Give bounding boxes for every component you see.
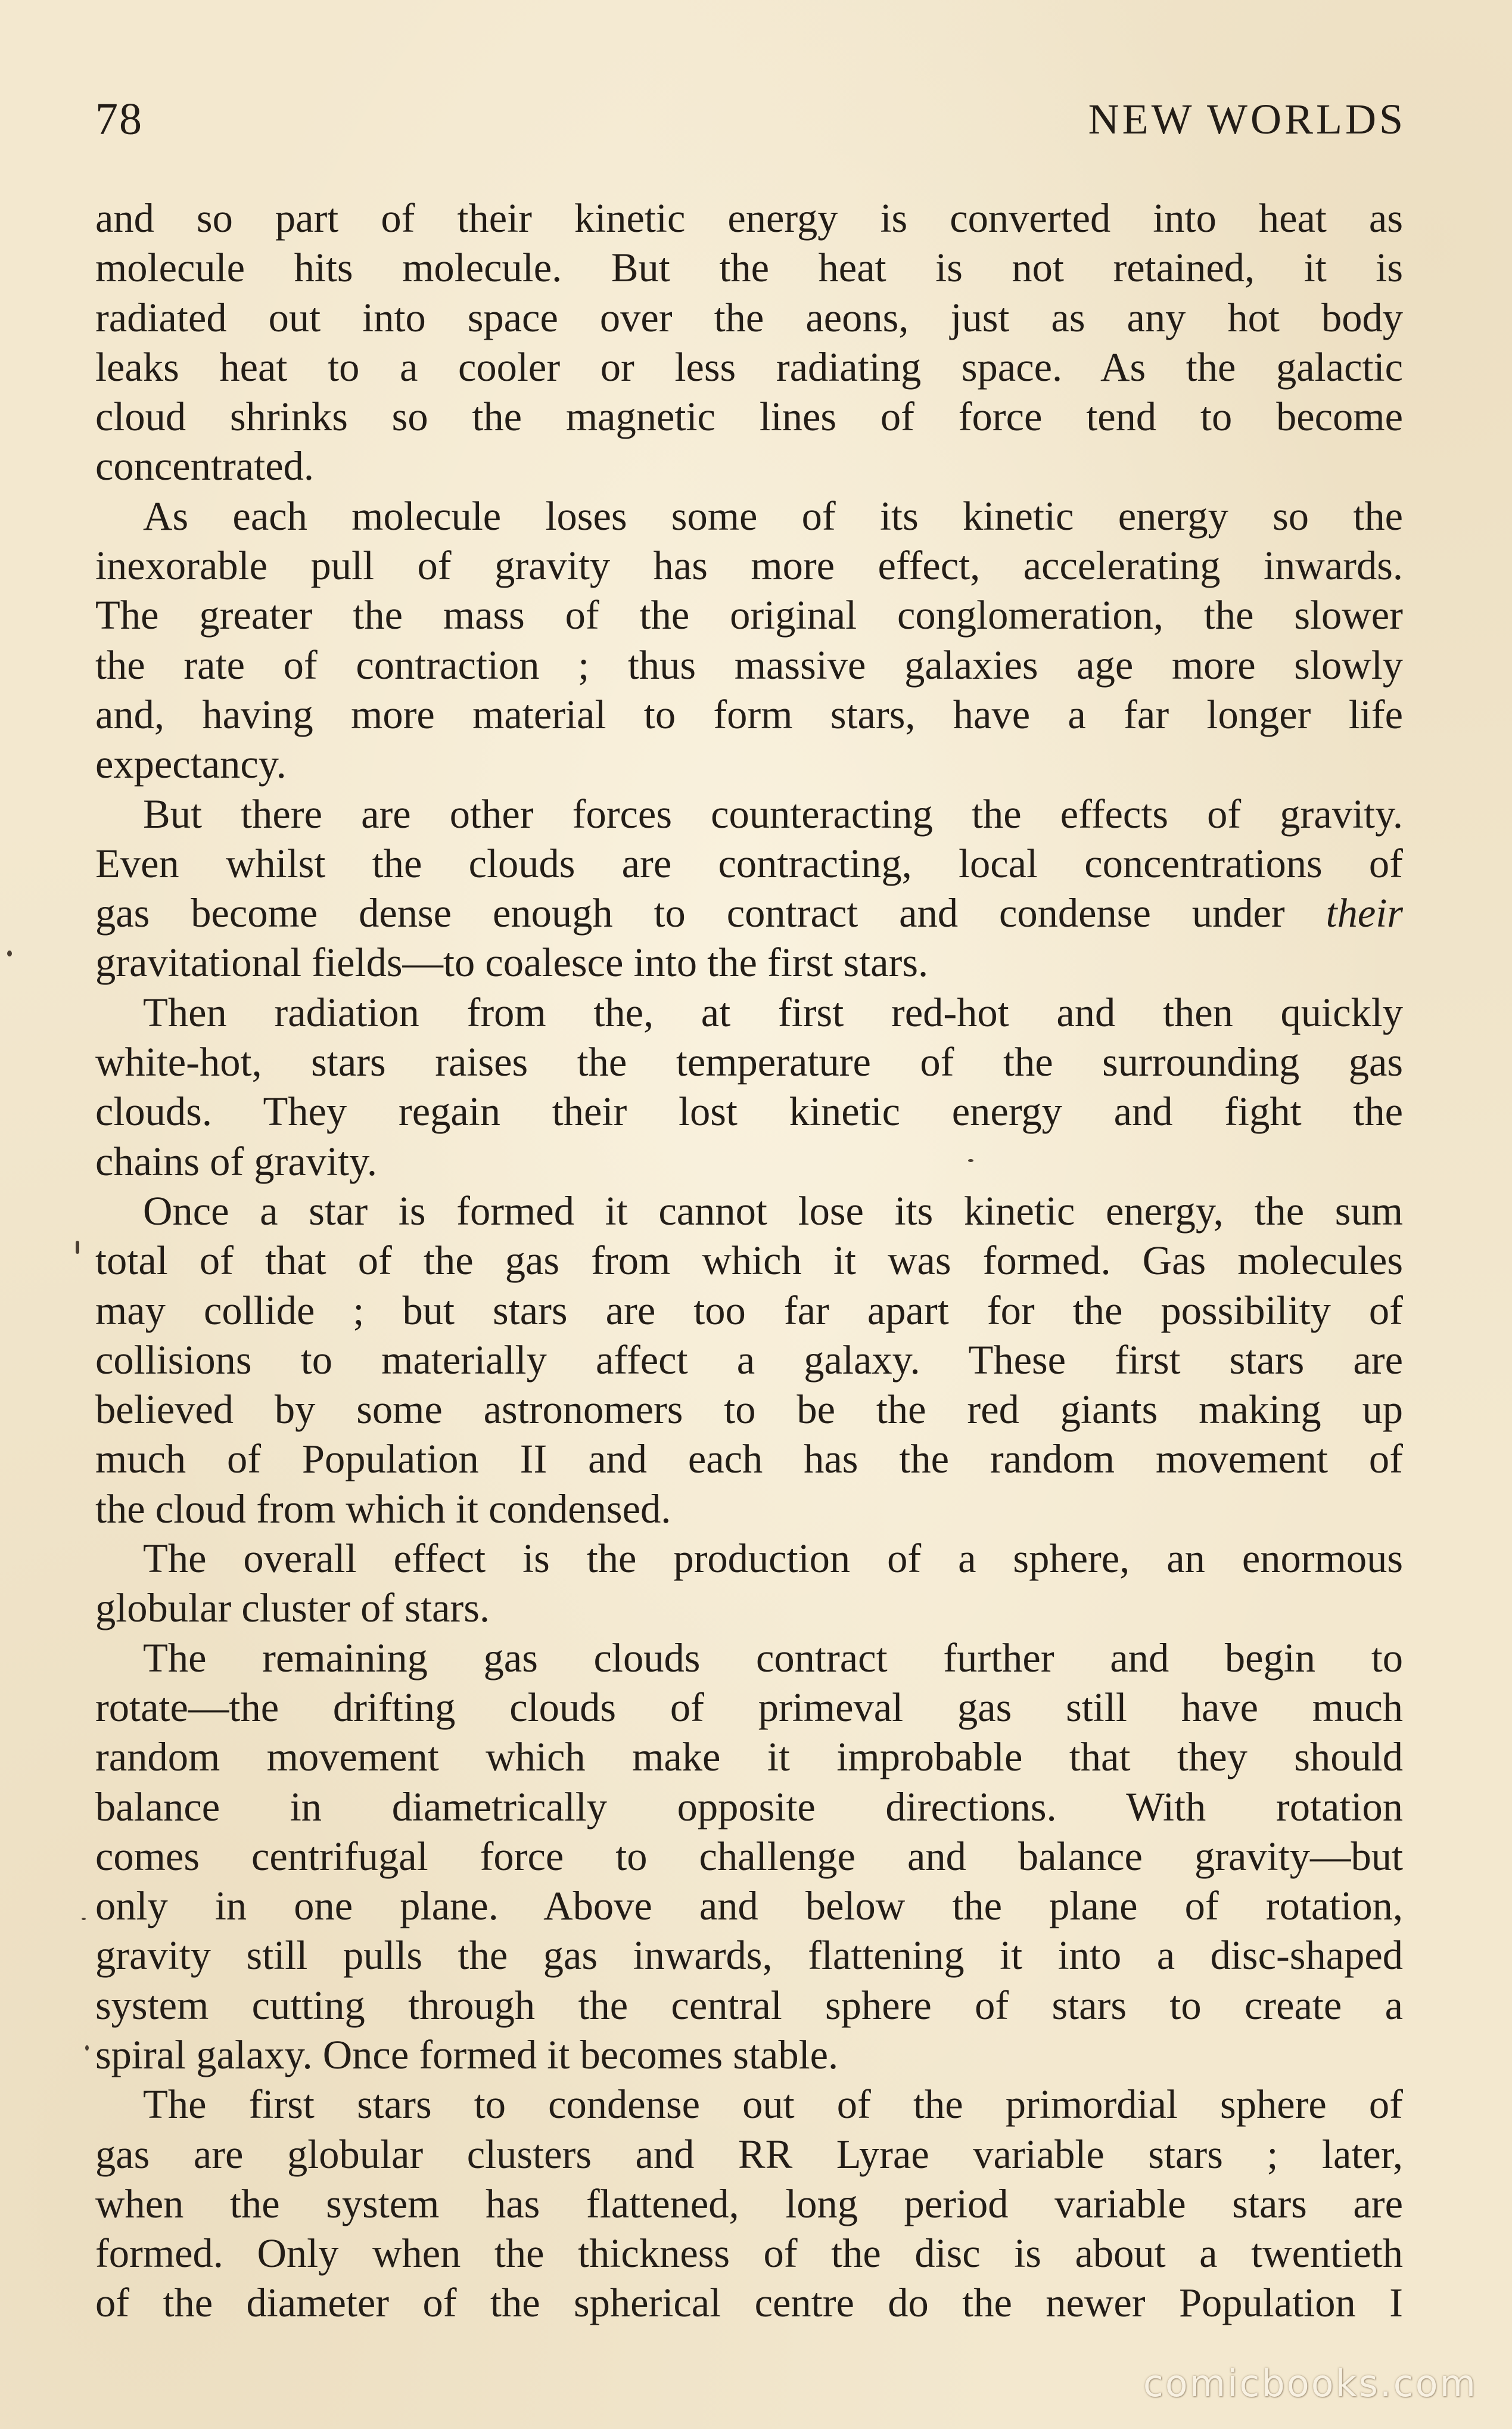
text-line: spiral galaxy. Once formed it becomes stable.: [95, 2032, 839, 2077]
text-line: believed by some astronomers to be the red giants making up: [95, 1387, 1403, 1433]
text-line: collisions to materially affect a galaxy. These first stars are: [95, 1337, 1403, 1383]
text-line: Even whilst the clouds are contracting, local concentrations of: [95, 840, 1403, 886]
text-line: concentrated.: [95, 443, 315, 489]
text-line: gravitational fields—to coalesce into the first stars.: [95, 940, 929, 986]
text-line: may collide ; but stars are too far apart for the possibility of: [95, 1287, 1403, 1333]
text-line: Once a star is formed it cannot lose its kinetic energy, the sum: [143, 1188, 1403, 1234]
text-line: of the diameter of the spherical centre do the newer Population I: [95, 2280, 1403, 2326]
text-line: clouds. They regain their lost kinetic energy and fight the: [95, 1089, 1403, 1135]
text-line: The greater the mass of the original conglomeration, the slower: [95, 592, 1403, 638]
text-line: comes centrifugal force to challenge and balance gravity—but: [95, 1833, 1403, 1879]
page-number: 78: [95, 94, 143, 144]
paper-speck: [82, 1918, 86, 1920]
watermark: comicbooks.com: [1143, 2362, 1477, 2405]
text-line: chains of gravity.: [95, 1138, 378, 1184]
body-text: [95, 194, 1403, 2328]
text-line: random movement which make it improbable that they should: [95, 1734, 1403, 1780]
page-header: [95, 89, 1406, 155]
paper-speck: [85, 2045, 89, 2051]
text-line: only in one plane. Above and below the plane of rotation,: [95, 1883, 1403, 1929]
text-line: leaks heat to a cooler or less radiating space. As the galactic: [95, 344, 1403, 390]
text-line italic-word-line: gas become dense enough to contract and condense under their: [95, 890, 1403, 936]
text-line: The first stars to condense out of the primordial sphere of: [143, 2082, 1403, 2127]
emphasized-word: their: [1326, 890, 1403, 936]
text-line: molecule hits molecule. But the heat is not retained, it is: [95, 245, 1403, 291]
text-line: rotate—the drifting clouds of primeval gas still have much: [95, 1684, 1403, 1730]
paper-speck: [76, 1241, 79, 1254]
text-line: As each molecule loses some of its kinetic energy so the: [143, 493, 1403, 539]
text-line: gas are globular clusters and RR Lyrae variable stars ; later,: [95, 2131, 1403, 2177]
text-line: the rate of contraction ; thus massive galaxies age more slowly: [95, 642, 1403, 688]
text-line: and, having more material to form stars, have a far longer life: [95, 691, 1403, 737]
text-line: and so part of their kinetic energy is converted into heat as: [95, 195, 1403, 241]
text-line: white-hot, stars raises the temperature of the surrounding gas: [95, 1039, 1403, 1085]
text-line: much of Population II and each has the random movement of: [95, 1436, 1403, 1482]
text-line: when the system has flattened, long period variable stars are: [95, 2180, 1403, 2226]
text-line: The overall effect is the production of a sphere, an enormous: [143, 1536, 1403, 1582]
text-line: radiated out into space over the aeons, just as any hot body: [95, 294, 1403, 340]
text-line: balance in diametrically opposite directions. With rotation: [95, 1784, 1403, 1829]
text-line: expectancy.: [95, 741, 287, 787]
text-line: The remaining gas clouds contract further and begin to: [143, 1635, 1403, 1681]
running-title: NEW WORLDS: [1088, 95, 1406, 143]
text-line: globular cluster of stars.: [95, 1585, 490, 1631]
text-line: But there are other forces counteracting the effects of gravity.: [143, 791, 1403, 837]
text-line: cloud shrinks so the magnetic lines of force tend to become: [95, 394, 1403, 440]
text-line: the cloud from which it condensed.: [95, 1486, 671, 1532]
text-line: inexorable pull of gravity has more effect, accelerating inwards.: [95, 543, 1403, 589]
text-line: system cutting through the central sphere of stars to create a: [95, 1982, 1403, 2028]
text-line: total of that of the gas from which it was formed. Gas molecules: [95, 1238, 1403, 1284]
text-line: gravity still pulls the gas inwards, flattening it into a disc-shaped: [95, 1933, 1403, 1978]
text-line: Then radiation from the, at first red-hot and then quickly: [143, 989, 1403, 1035]
text-line: formed. Only when the thickness of the disc is about a twentieth: [95, 2231, 1403, 2276]
paper-speck: [968, 1159, 973, 1162]
paper-speck: [7, 951, 12, 956]
